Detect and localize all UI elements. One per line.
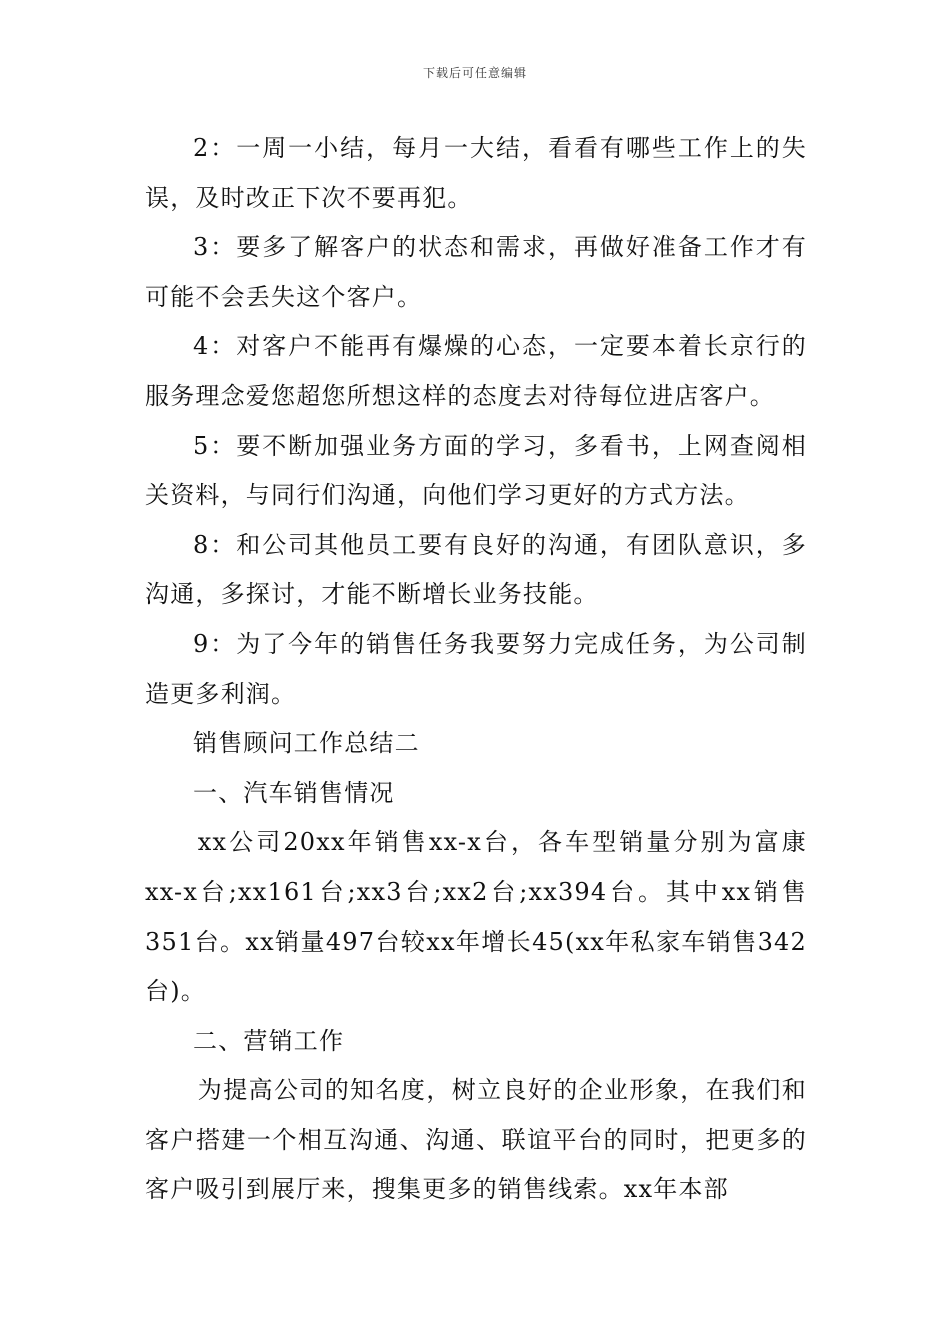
paragraph-item-8: 8：和公司其他员工要有良好的沟通，有团队意识，多沟通，多探讨，才能不断增长业务技能。 bbox=[145, 530, 807, 609]
paragraph-item-9: 9：为了今年的销售任务我要努力完成任务，为公司制造更多利润。 bbox=[145, 629, 807, 708]
paragraph-item-4: 4：对客户不能再有爆燥的心态，一定要本着长京行的服务理念爱您超您所想这样的态度去对待每位进店客户。 bbox=[145, 332, 807, 410]
paragraph-item-5: 5：要不断加强业务方面的学习，多看书，上网查阅相关资料，与同行们沟通，向他们学习更好的方式方法。 bbox=[145, 431, 807, 510]
paragraph-item-2: 2：一周一小结，每月一大结，看看有哪些工作上的失误，及时改正下次不要再犯。 bbox=[145, 134, 807, 212]
page-header: 下载后可任意编辑 bbox=[422, 66, 527, 80]
document-body bbox=[145, 124, 807, 1215]
section-heading-1: 一、汽车销售情况 bbox=[193, 778, 395, 807]
section-heading-2: 二、营销工作 bbox=[193, 1026, 345, 1055]
sales-paragraph: xx公司20xx年销售xx-x台，各车型销量分别为富康xx-x台;xx161台;xx3台;xx2台;xx394台。其中xx销售351台。xx销量497台较xx年增长45(xx年私家车销售342台)。 bbox=[145, 828, 807, 1006]
section-title: 销售顾问工作总结二 bbox=[193, 729, 420, 758]
marketing-paragraph: 为提高公司的知名度，树立良好的企业形象，在我们和客户搭建一个相互沟通、沟通、联谊平台的同时，把更多的客户吸引到展厅来，搜集更多的销售线索。xx年本部 bbox=[145, 1076, 807, 1204]
paragraph-item-3: 3：要多了解客户的状态和需求，再做好准备工作才有可能不会丢失这个客户。 bbox=[145, 233, 807, 311]
